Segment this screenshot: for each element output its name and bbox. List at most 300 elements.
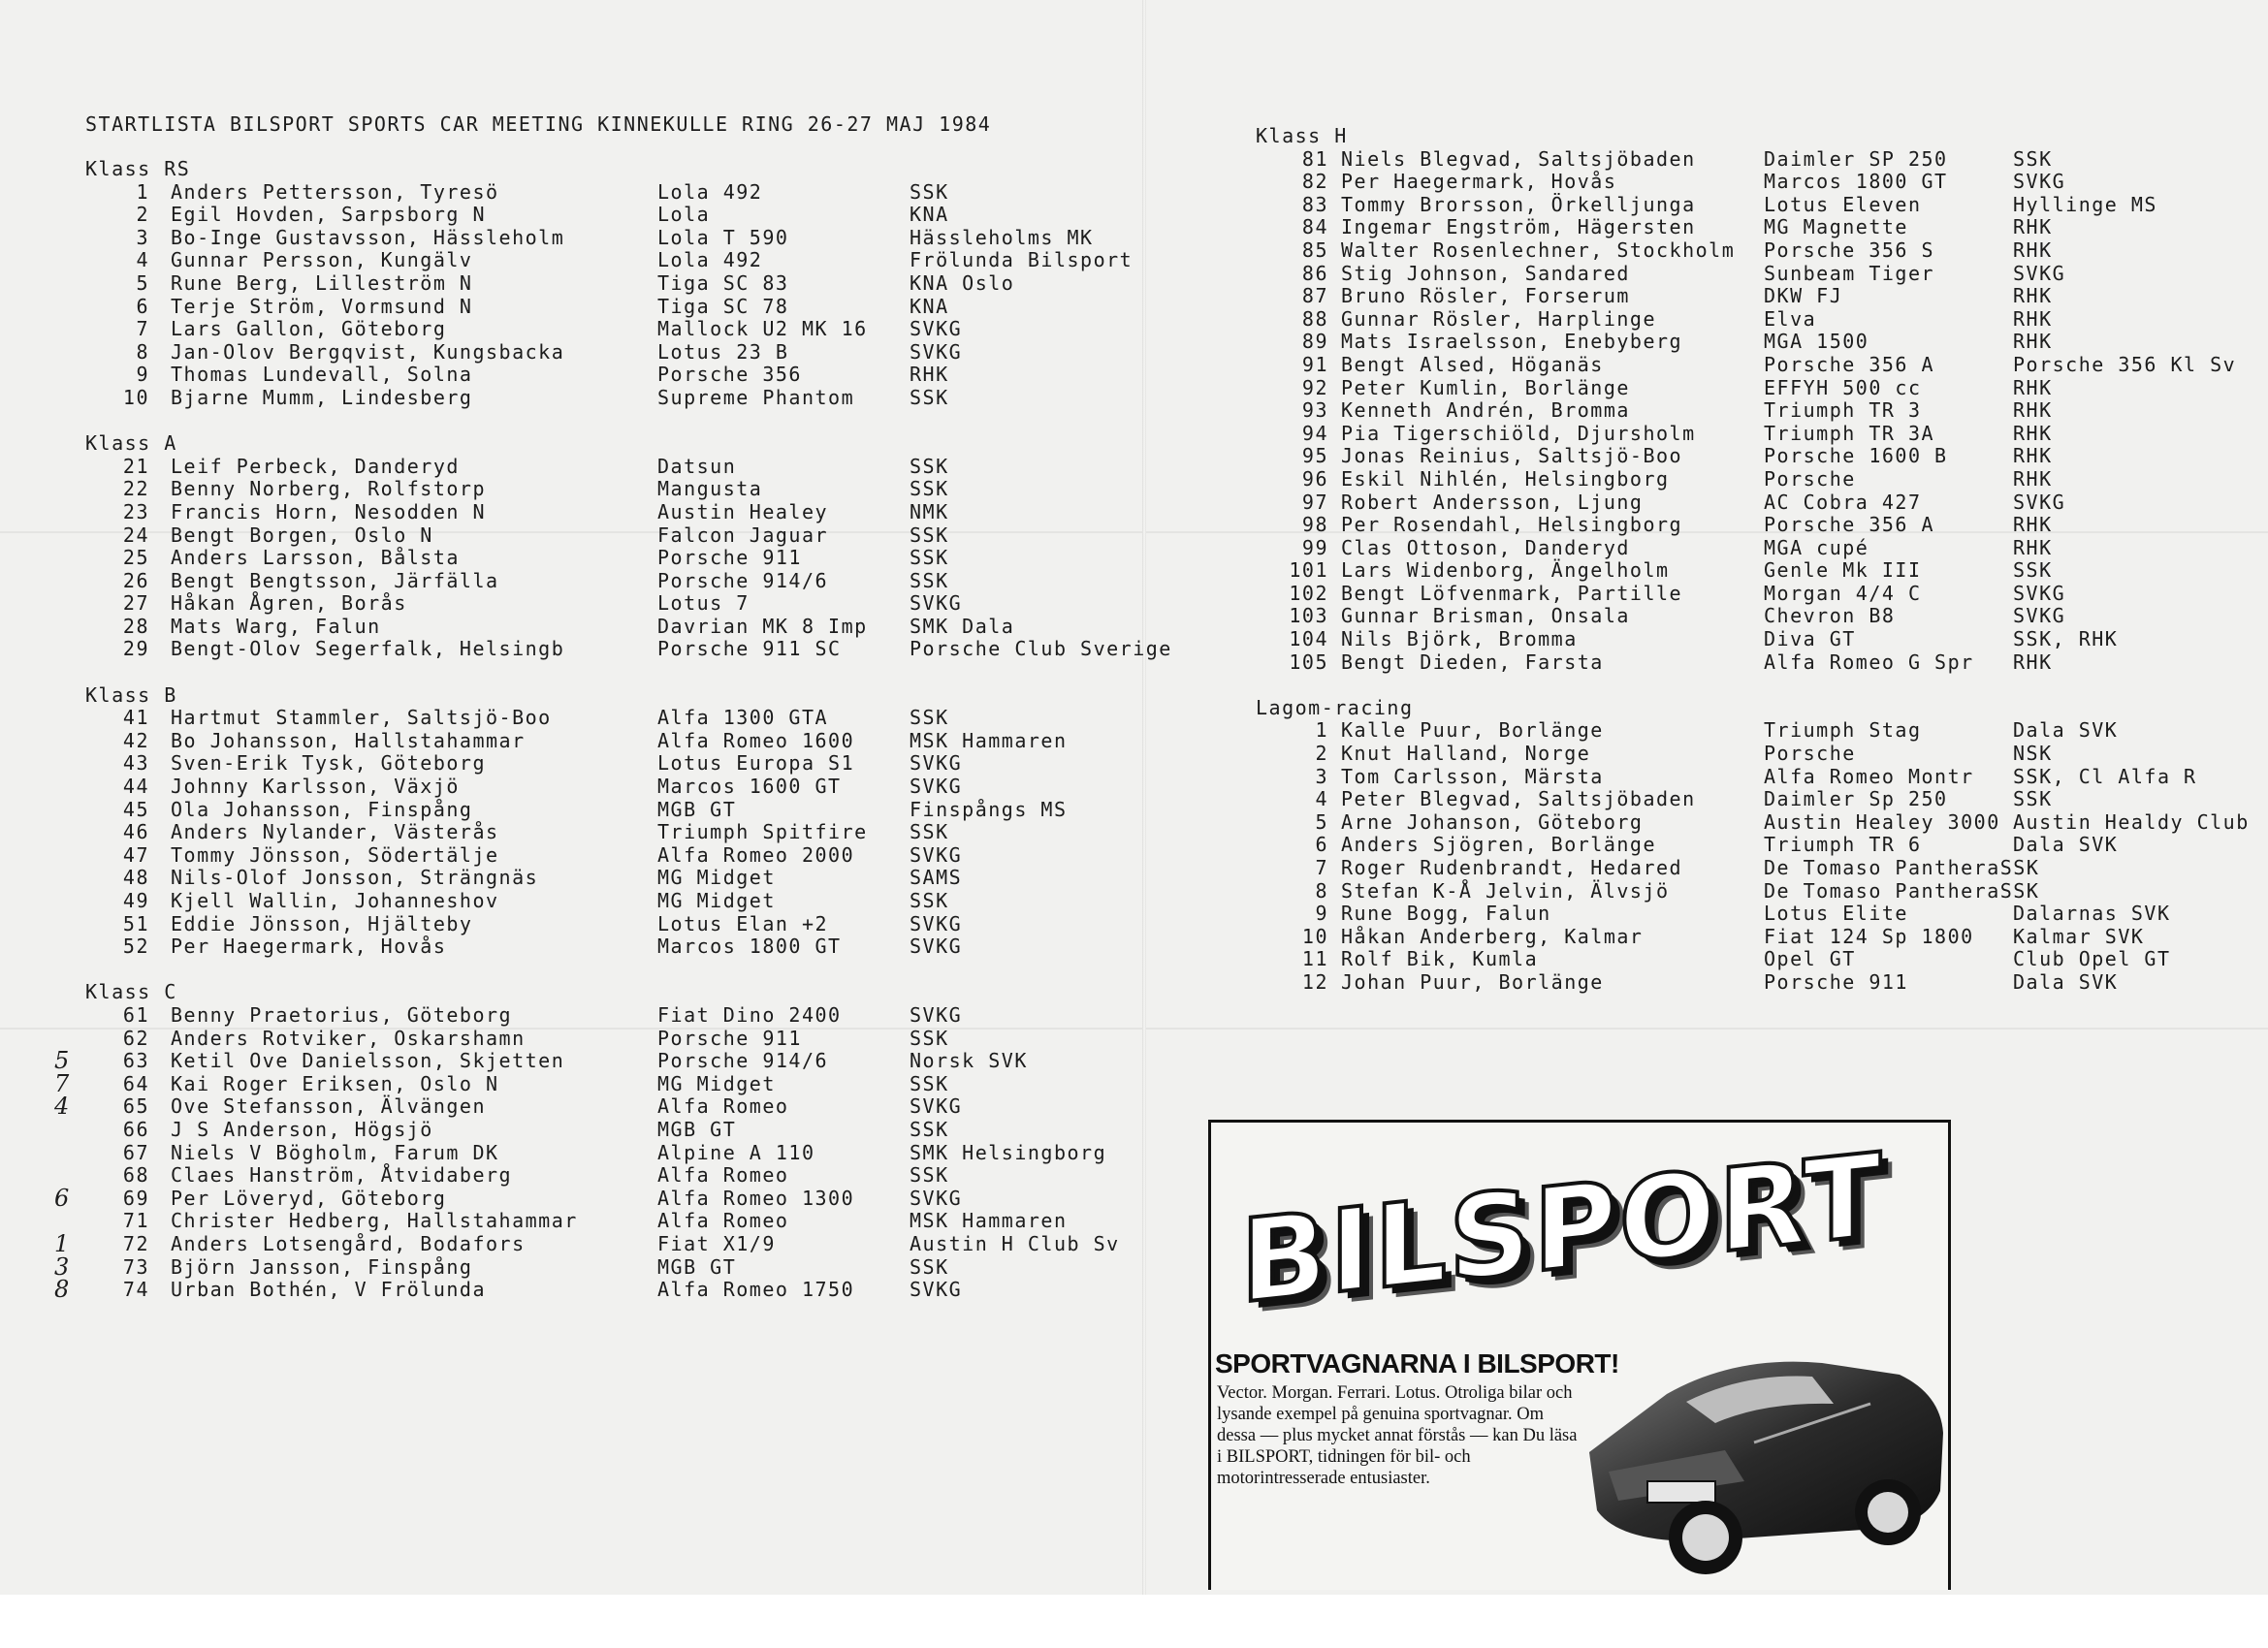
- handwritten-mark: 4: [54, 1093, 70, 1121]
- start-number: 24: [122, 523, 149, 547]
- car-model: MGB GT: [657, 1254, 737, 1279]
- entry-row: [1256, 605, 2264, 628]
- entry-row: [1256, 766, 2264, 789]
- start-number: 10: [1301, 924, 1328, 948]
- car-model: Mangusta: [657, 477, 763, 501]
- driver-name: Anders Nylander, Västerås: [171, 820, 499, 844]
- driver-name: Ingemar Engström, Hägersten: [1341, 215, 1696, 239]
- car-model: MGB GT: [657, 1117, 737, 1141]
- driver-name: Kalle Puur, Borlänge: [1341, 718, 1604, 743]
- driver-name: Sven-Erik Tysk, Göteborg: [171, 751, 486, 776]
- driver-name: Anders Lotsengård, Bodafors: [171, 1231, 526, 1255]
- car-model: Porsche: [1764, 466, 1856, 491]
- entry-row: [85, 318, 1133, 341]
- start-number: 2: [136, 203, 149, 227]
- club-name: RHK: [2013, 466, 2053, 491]
- driver-name: Gunnar Persson, Kungälv: [171, 248, 473, 272]
- entry-row: [1256, 239, 2264, 263]
- club-name: RHK: [910, 363, 949, 387]
- start-number: 61: [122, 1002, 149, 1027]
- car-model: Austin Healey 3000: [1764, 809, 2000, 834]
- start-number: 93: [1301, 398, 1328, 423]
- start-number: 71: [122, 1209, 149, 1233]
- start-number: 21: [122, 454, 149, 478]
- car-model: MGA cupé: [1764, 535, 1869, 559]
- car-model: Tiga SC 78: [657, 294, 789, 318]
- start-number: 6: [136, 294, 149, 318]
- car-model: MGB GT: [657, 797, 737, 821]
- entry-row: [54, 1252, 1133, 1281]
- driver-name: Benny Norberg, Rolfstorp: [171, 477, 486, 501]
- entry-row: [1256, 514, 2264, 537]
- start-number: 1: [136, 179, 149, 204]
- entry-row: [54, 1069, 1133, 1097]
- start-number: 41: [122, 706, 149, 730]
- start-number: 28: [122, 614, 149, 638]
- driver-name: Bengt Alsed, Höganäs: [1341, 352, 1604, 376]
- start-number: 64: [122, 1071, 149, 1095]
- entry-row: [1256, 559, 2264, 583]
- driver-name: Tommy Jönsson, Södertälje: [171, 842, 499, 867]
- sports-car-photo: [1580, 1287, 1948, 1588]
- entry-row: [85, 707, 1133, 730]
- driver-name: Mats Warg, Falun: [171, 614, 381, 638]
- driver-name: Gunnar Brisman, Onsala: [1341, 604, 1630, 628]
- start-number: 65: [122, 1094, 149, 1119]
- car-model: Porsche 911: [1764, 969, 1908, 994]
- ad-body-text: Vector. Morgan. Ferrari. Lotus. Otroliga bilar och lysande exempel på genuina sportvagnar. Om dessa — plus mycket annat förstås — kan Du läsa i BILSPORT, tidningen för bil- och motorintresserade entusiaster.: [1217, 1383, 1578, 1488]
- driver-name: Francis Horn, Nesodden N: [171, 499, 486, 523]
- club-name: SVKG: [910, 1094, 963, 1119]
- start-number: 3: [1315, 764, 1328, 788]
- club-name: SSK, RHK: [2013, 627, 2119, 651]
- club-name: SSK: [910, 1026, 949, 1050]
- entry-row: [1256, 194, 2264, 217]
- driver-name: Kjell Wallin, Johanneshov: [171, 889, 499, 912]
- handwritten-mark: 5: [54, 1047, 70, 1075]
- car-model: Porsche 356 S: [1764, 238, 1935, 262]
- driver-name: Nils Björk, Bromma: [1341, 627, 1578, 651]
- car-model: Lotus Eleven: [1764, 192, 1922, 216]
- entry-row: [85, 1028, 1133, 1051]
- handwritten-mark: 8: [54, 1276, 70, 1304]
- car-model: MG Midget: [657, 866, 776, 890]
- club-name: SVKG: [910, 751, 963, 776]
- driver-name: Per Rosendahl, Helsingborg: [1341, 513, 1683, 537]
- start-number: 102: [1289, 581, 1328, 605]
- driver-name: Gunnar Rösler, Harplinge: [1341, 306, 1656, 331]
- handwritten-mark: 7: [54, 1069, 70, 1097]
- entry-row: [1256, 216, 2264, 239]
- entry-row: [1256, 719, 2264, 743]
- car-model: Lotus 7: [657, 591, 750, 616]
- start-number: 81: [1301, 146, 1328, 171]
- car-model: Alfa 1300 GTA: [657, 706, 829, 730]
- car-model: De Tomaso PantheraSSK: [1764, 878, 2040, 903]
- driver-name: Egil Hovden, Sarpsborg N: [171, 203, 486, 227]
- club-name: SVKG: [910, 591, 963, 616]
- section-spacer: [85, 410, 1133, 433]
- club-name: SVKG: [910, 842, 963, 867]
- car-model: Daimler SP 250: [1764, 146, 1948, 171]
- entry-row: [85, 799, 1133, 822]
- club-name: SSK: [2013, 558, 2053, 583]
- driver-name: Ketil Ove Danielsson, Skjetten: [171, 1049, 565, 1073]
- entry-row: [1256, 971, 2264, 995]
- driver-name: Peter Blegvad, Saltsjöbaden: [1341, 787, 1696, 811]
- club-name: Porsche 356 Kl Sv: [2013, 352, 2237, 376]
- car-model: Fiat X1/9: [657, 1231, 776, 1255]
- entry-row: [85, 387, 1133, 410]
- driver-name: Niels V Bögholm, Farum DK: [171, 1140, 499, 1164]
- car-model: Porsche 911 SC: [657, 637, 842, 661]
- start-number: 52: [122, 935, 149, 959]
- car-model: Lola 492: [657, 179, 763, 204]
- driver-name: J S Anderson, Högsjö: [171, 1117, 433, 1141]
- car-model: Triumph TR 3: [1764, 398, 1922, 423]
- entry-row: [85, 364, 1133, 387]
- entry-row: [85, 478, 1133, 501]
- car-model: Porsche 356 A: [1764, 513, 1935, 537]
- car-model: Lola T 590: [657, 225, 789, 249]
- start-number: 2: [1315, 742, 1328, 766]
- driver-name: Knut Halland, Norge: [1341, 742, 1591, 766]
- club-name: Austin Healdy Club: [2013, 809, 2250, 834]
- driver-name: Bo Johansson, Hallstahammar: [171, 728, 526, 752]
- entry-row: [54, 1047, 1133, 1075]
- car-model: Lotus 23 B: [657, 339, 789, 364]
- start-number: 4: [1315, 787, 1328, 811]
- class-heading: Klass RS: [85, 157, 191, 180]
- entry-row: [85, 1210, 1133, 1233]
- car-model: Sunbeam Tiger: [1764, 261, 1935, 285]
- car-model: Triumph TR 3A: [1764, 421, 1935, 445]
- driver-name: Eskil Nihlén, Helsingborg: [1341, 466, 1670, 491]
- driver-name: Bengt-Olov Segerfalk, Helsingb: [171, 637, 565, 661]
- car-model: Datsun: [657, 454, 737, 478]
- club-name: Kalmar SVK: [2013, 924, 2145, 948]
- car-model: Supreme Phantom: [657, 385, 855, 409]
- ad-headline: SPORTVAGNARNA I BILSPORT!: [1215, 1348, 1619, 1379]
- club-name: SMK Dala: [910, 614, 1015, 638]
- start-number: 104: [1289, 627, 1328, 651]
- right-startlist: [1256, 125, 2264, 995]
- car-model: Daimler Sp 250: [1764, 787, 1948, 811]
- club-name: SSK: [910, 1254, 949, 1279]
- club-name: KNA: [910, 294, 949, 318]
- driver-name: Tom Carlsson, Märsta: [1341, 764, 1604, 788]
- club-name: Hyllinge MS: [2013, 192, 2157, 216]
- car-model: Porsche 914/6: [657, 568, 829, 592]
- start-number: 27: [122, 591, 149, 616]
- car-model: Triumph Stag: [1764, 718, 1922, 743]
- driver-name: Walter Rosenlechner, Stockholm: [1341, 238, 1736, 262]
- club-name: SVKG: [2013, 581, 2066, 605]
- club-name: Club Opel GT: [2013, 947, 2171, 971]
- entry-row: [1256, 285, 2264, 308]
- car-model: Alfa Romeo 1750: [657, 1278, 855, 1302]
- start-number: 8: [136, 339, 149, 364]
- club-name: SSK: [910, 1163, 949, 1188]
- entry-row: [85, 249, 1133, 272]
- class-heading: Klass H: [1256, 124, 1348, 147]
- car-model: AC Cobra 427: [1764, 490, 1922, 514]
- car-model: Genle Mk III: [1764, 558, 1922, 583]
- club-name: MSK Hammaren: [910, 728, 1068, 752]
- driver-name: Bengt Bengtsson, Järfälla: [171, 568, 499, 592]
- entry-row: [85, 637, 1172, 661]
- car-model: Tiga SC 83: [657, 270, 789, 295]
- entry-row: [85, 730, 1133, 753]
- driver-name: Clas Ottoson, Danderyd: [1341, 535, 1630, 559]
- entry-row: [1256, 903, 2264, 926]
- club-name: RHK: [2013, 375, 2053, 399]
- entry-row: [85, 524, 1133, 548]
- entry-row: [85, 844, 1133, 868]
- driver-name: Peter Kumlin, Borlänge: [1341, 375, 1630, 399]
- driver-name: Rolf Bik, Kumla: [1341, 947, 1539, 971]
- driver-name: Claes Hanström, Åtvidaberg: [171, 1163, 513, 1188]
- start-number: 66: [122, 1117, 149, 1141]
- handwritten-mark: 6: [54, 1184, 70, 1212]
- driver-name: Rune Bogg, Falun: [1341, 902, 1551, 926]
- car-model: Fiat 124 Sp 1800: [1764, 924, 1974, 948]
- driver-name: Ola Johansson, Finspång: [171, 797, 473, 821]
- entry-row: [85, 592, 1133, 616]
- driver-name: Björn Jansson, Finspång: [171, 1254, 473, 1279]
- car-model: Alpine A 110: [657, 1140, 815, 1164]
- club-name: SSK: [910, 889, 949, 912]
- car-model: Alfa Romeo 1600: [657, 728, 855, 752]
- car-model: Porsche: [1764, 742, 1856, 766]
- start-number: 22: [122, 477, 149, 501]
- start-number: 45: [122, 797, 149, 821]
- start-number: 96: [1301, 466, 1328, 491]
- start-number: 43: [122, 751, 149, 776]
- start-number: 48: [122, 866, 149, 890]
- club-name: SAMS: [910, 866, 963, 890]
- club-name: SSK: [910, 385, 949, 409]
- car-model: Chevron B8: [1764, 604, 1896, 628]
- entry-row: [85, 570, 1133, 593]
- driver-name: Per Haegermark, Hovås: [1341, 170, 1617, 194]
- entry-row: [85, 935, 1133, 959]
- car-model: Porsche 1600 B: [1764, 444, 1948, 468]
- start-number: 29: [122, 637, 149, 661]
- car-model: Porsche 356 A: [1764, 352, 1935, 376]
- club-name: SSK: [2013, 787, 2053, 811]
- driver-name: Johnny Karlsson, Växjö: [171, 775, 460, 799]
- driver-name: Terje Ström, Vormsund N: [171, 294, 473, 318]
- driver-name: Rune Berg, Lilleström N: [171, 270, 473, 295]
- start-number: 101: [1289, 558, 1328, 583]
- club-name: MSK Hammaren: [910, 1209, 1068, 1233]
- driver-name: Per Haegermark, Hovås: [171, 935, 447, 959]
- club-name: RHK: [2013, 444, 2053, 468]
- driver-name: Håkan Ågren, Borås: [171, 591, 407, 616]
- entry-row: [85, 501, 1133, 524]
- car-model: Marcos 1600 GT: [657, 775, 842, 799]
- car-model: Lotus Elite: [1764, 902, 1908, 926]
- club-name: RHK: [2013, 398, 2053, 423]
- club-name: SSK: [910, 546, 949, 570]
- start-number: 84: [1301, 215, 1328, 239]
- entry-row: [1256, 948, 2264, 971]
- start-number: 92: [1301, 375, 1328, 399]
- driver-name: Lars Widenborg, Ängelholm: [1341, 558, 1670, 583]
- start-number: 8: [1315, 878, 1328, 903]
- start-number: 72: [122, 1231, 149, 1255]
- start-number: 85: [1301, 238, 1328, 262]
- start-number: 7: [136, 317, 149, 341]
- entry-row: [1256, 651, 2264, 675]
- entry-row: [1256, 743, 2264, 766]
- start-number: 46: [122, 820, 149, 844]
- driver-name: Ove Stefansson, Älvängen: [171, 1094, 486, 1119]
- handwritten-mark: 3: [54, 1252, 70, 1281]
- entry-row: [85, 272, 1133, 296]
- section-spacer: [85, 959, 1133, 982]
- club-name: RHK: [2013, 215, 2053, 239]
- entry-row: [1256, 857, 2264, 880]
- class-heading: Klass C: [85, 980, 177, 1004]
- entry-row: [1256, 445, 2264, 468]
- club-name: SVKG: [2013, 261, 2066, 285]
- start-number: 4: [136, 248, 149, 272]
- driver-name: Benny Praetorius, Göteborg: [171, 1002, 513, 1027]
- entry-row: [1256, 331, 2264, 354]
- entry-row: [1256, 537, 2264, 560]
- entry-row: [1256, 880, 2264, 903]
- club-name: SVKG: [910, 1002, 963, 1027]
- car-model: DKW FJ: [1764, 284, 1843, 308]
- club-name: SSK: [910, 477, 949, 501]
- car-model: Davrian MK 8 Imp: [657, 614, 868, 638]
- car-model: Austin Healey: [657, 499, 829, 523]
- entry-row: [1256, 628, 2264, 651]
- driver-name: Stefan K-Å Jelvin, Älvsjö: [1341, 878, 1670, 903]
- entry-row: [85, 227, 1133, 250]
- start-number: 69: [122, 1186, 149, 1210]
- car-model: Porsche 911: [657, 546, 802, 570]
- club-name: SVKG: [910, 339, 963, 364]
- driver-name: Thomas Lundevall, Solna: [171, 363, 473, 387]
- club-name: SSK, Cl Alfa R: [2013, 764, 2197, 788]
- entry-row: [85, 547, 1133, 570]
- driver-name: Anders Pettersson, Tyresö: [171, 179, 499, 204]
- club-name: RHK: [2013, 421, 2053, 445]
- driver-name: Bjarne Mumm, Lindesberg: [171, 385, 473, 409]
- driver-name: Kai Roger Eriksen, Oslo N: [171, 1071, 499, 1095]
- entry-row: [85, 1164, 1133, 1188]
- start-number: 23: [122, 499, 149, 523]
- start-number: 47: [122, 842, 149, 867]
- club-name: SSK: [910, 454, 949, 478]
- start-number: 99: [1301, 535, 1328, 559]
- club-name: NMK: [910, 499, 949, 523]
- club-name: NSK: [2013, 742, 2053, 766]
- entry-row: [1256, 308, 2264, 332]
- car-model: Porsche 911: [657, 1026, 802, 1050]
- car-model: Alfa Romeo: [657, 1094, 789, 1119]
- document-title: STARTLISTA BILSPORT SPORTS CAR MEETING KINNEKULLE RING 26-27 MAJ 1984: [85, 112, 992, 136]
- handwritten-mark: 1: [54, 1229, 70, 1257]
- car-model: Lola: [657, 203, 711, 227]
- club-name: SVKG: [910, 775, 963, 799]
- entry-row: [54, 1093, 1133, 1121]
- club-name: RHK: [2013, 650, 2053, 674]
- club-name: RHK: [2013, 330, 2053, 354]
- club-name: RHK: [2013, 535, 2053, 559]
- start-number: 5: [136, 270, 149, 295]
- car-model: MG Magnette: [1764, 215, 1908, 239]
- driver-name: Per Löveryd, Göteborg: [171, 1186, 447, 1210]
- start-number: 73: [122, 1254, 149, 1279]
- start-number: 95: [1301, 444, 1328, 468]
- car-model: Opel GT: [1764, 947, 1856, 971]
- club-name: Hässleholms MK: [910, 225, 1094, 249]
- start-number: 9: [1315, 902, 1328, 926]
- entry-row: [85, 1004, 1133, 1028]
- start-number: 6: [1315, 833, 1328, 857]
- driver-name: Lars Gallon, Göteborg: [171, 317, 447, 341]
- club-name: SVKG: [2013, 490, 2066, 514]
- club-name: SSK: [910, 523, 949, 547]
- club-name: SVKG: [2013, 170, 2066, 194]
- entry-row: [85, 1142, 1133, 1165]
- driver-name: Bengt Borgen, Oslo N: [171, 523, 433, 547]
- car-model: Triumph Spitfire: [657, 820, 868, 844]
- car-model: Fiat Dino 2400: [657, 1002, 842, 1027]
- driver-name: Bruno Rösler, Forserum: [1341, 284, 1630, 308]
- club-name: Dala SVK: [2013, 969, 2119, 994]
- entry-row: [1256, 583, 2264, 606]
- club-name: KNA Oslo: [910, 270, 1015, 295]
- entry-row: [85, 181, 1133, 205]
- club-name: Dala SVK: [2013, 718, 2119, 743]
- club-name: KNA: [910, 203, 949, 227]
- class-heading: Lagom-racing: [1256, 695, 1414, 719]
- car-model: MGA 1500: [1764, 330, 1869, 354]
- entry-row: [85, 821, 1133, 844]
- start-number: 88: [1301, 306, 1328, 331]
- entry-row: [85, 456, 1133, 479]
- club-name: SSK: [2013, 146, 2053, 171]
- start-number: 11: [1301, 947, 1328, 971]
- car-model: Alfa Romeo Montr: [1764, 764, 1974, 788]
- driver-name: Anders Rotviker, Oskarshamn: [171, 1026, 526, 1050]
- car-model: Mallock U2 MK 16: [657, 317, 868, 341]
- car-model: Marcos 1800 GT: [1764, 170, 1948, 194]
- car-model: Porsche 356: [657, 363, 802, 387]
- car-model: Alfa Romeo G Spr: [1764, 650, 1974, 674]
- car-model: De Tomaso PantheraSSK: [1764, 856, 2040, 879]
- club-name: SMK Helsingborg: [910, 1140, 1107, 1164]
- center-fold: [1142, 0, 1146, 1595]
- start-number: 25: [122, 546, 149, 570]
- start-number: 5: [1315, 809, 1328, 834]
- club-name: Austin H Club Sv: [910, 1231, 1120, 1255]
- entry-row: [1256, 263, 2264, 286]
- start-number: 10: [122, 385, 149, 409]
- car-model: EFFYH 500 cc: [1764, 375, 1922, 399]
- car-model: Falcon Jaguar: [657, 523, 829, 547]
- start-number: 42: [122, 728, 149, 752]
- driver-name: Robert Andersson, Ljung: [1341, 490, 1644, 514]
- driver-name: Mats Israelsson, Enebyberg: [1341, 330, 1683, 354]
- club-name: SSK: [910, 820, 949, 844]
- entry-row: [54, 1184, 1133, 1212]
